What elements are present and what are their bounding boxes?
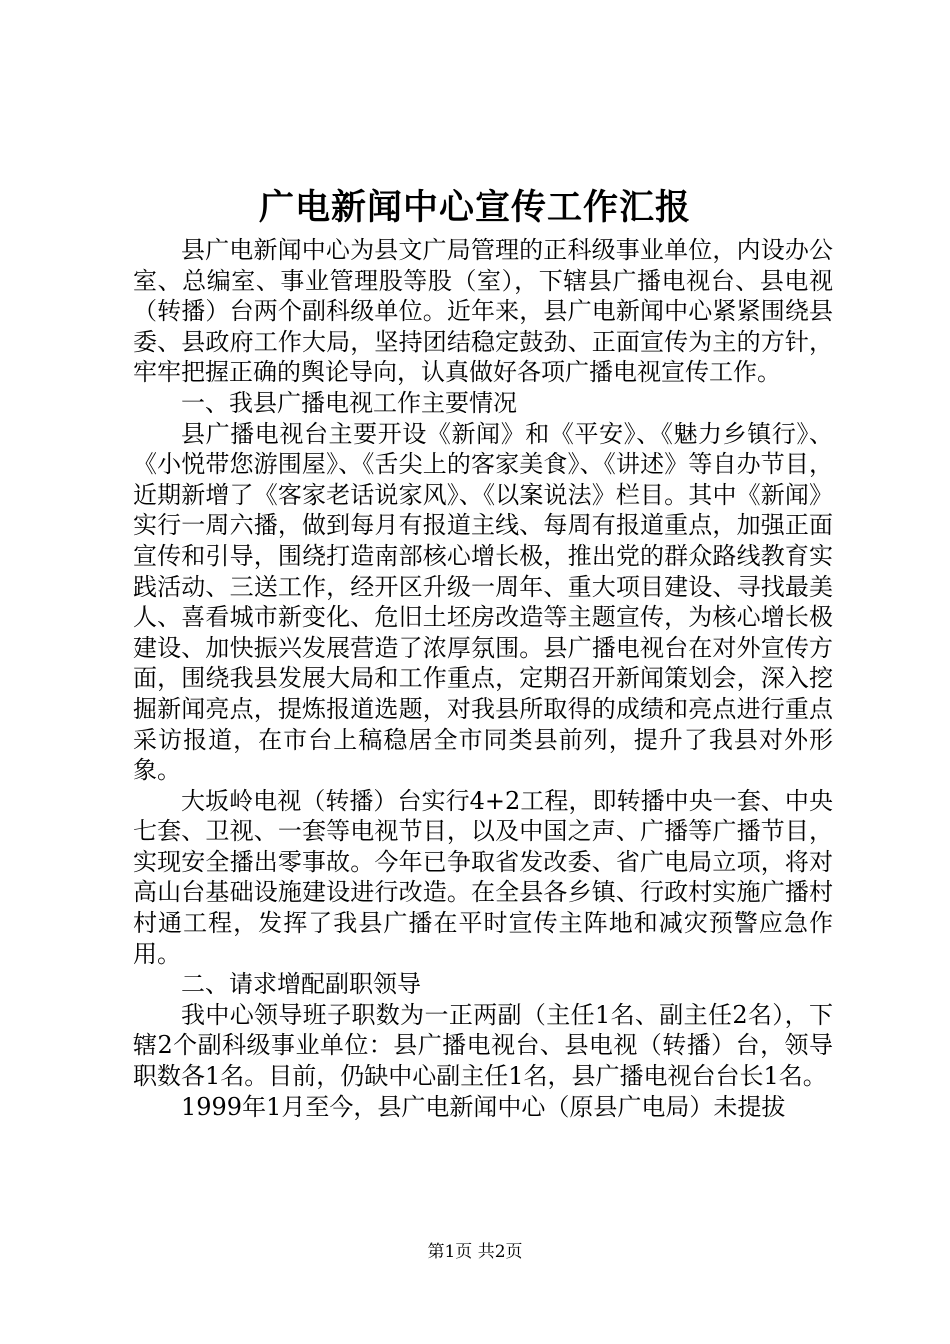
document-body: [133, 235, 833, 1122]
paragraph-intro: 县广电新闻中心为县文广局管理的正科级事业单位，内设办公室、总编室、事业管理股等股（室），下辖县广播电视台、县电视（转播）台两个副科级单位。近年来，县广电新闻中心紧紧围绕县委、县政府工作大局，坚持团结稳定鼓劲、正面宣传为主的方针，牢牢把握正确的舆论导向，认真做好各项广播电视宣传工作。: [133, 236, 833, 387]
page-number: 第1页 共2页: [427, 1242, 523, 1262]
section-heading-1: 一、我县广播电视工作主要情况: [181, 388, 517, 417]
paragraph-relay-station: 大坂岭电视（转播）台实行4+2工程，即转播中央一套、中央七套、卫视、一套等电视节目，以及中国之声、广播等广播节目，实现安全播出零事故。今年已争取省发改委、省广电局立项，将对高山台基础设施建设进行改造。在全县各乡镇、行政村实施广播村村通工程，发挥了我县广播在平时宣传主阵地和减灾预警应急作用。: [133, 786, 833, 968]
document-title: 广电新闻中心宣传工作汇报: [258, 187, 691, 228]
paragraph-leadership: 我中心领导班子职数为一正两副（主任1名、副主任2名），下辖2个副科级事业单位：县广播电视台、县电视（转播）台，领导职数各1名。目前，仍缺中心副主任1名，县广播电视台台长1名。: [133, 1000, 833, 1091]
paragraph-history: 1999年1月至今，县广电新闻中心（原县广电局）未提拔: [181, 1092, 786, 1121]
section-heading-2: 二、请求增配副职领导: [181, 970, 421, 999]
paragraph-tv-station: 县广播电视台主要开设《新闻》和《平安》、《魅力乡镇行》、《小悦带您游围屋》、《舌尖上的客家美食》、《讲述》等自办节目，近期新增了《客家老话说家风》、《以案说法》栏目。其中《新闻》实行一周六播，做到每月有报道主线、每周有报道重点，加强正面宣传和引导，围绕打造南部核心增长极，推出党的群众路线教育实践活动、三送工作，经开区升级一周年、重大项目建设、寻找最美人、喜看城市新变化、危旧土坯房改造等主题宣传，为核心增长极建设、加快振兴发展营造了浓厚氛围。县广播电视台在对外宣传方面，围绕我县发展大局和工作重点，定期召开新闻策划会，深入挖掘新闻亮点，提炼报道选题，对我县所取得的成绩和亮点进行重点采访报道，在市台上稿稳居全市同类县前列，提升了我县对外形象。: [133, 419, 833, 785]
